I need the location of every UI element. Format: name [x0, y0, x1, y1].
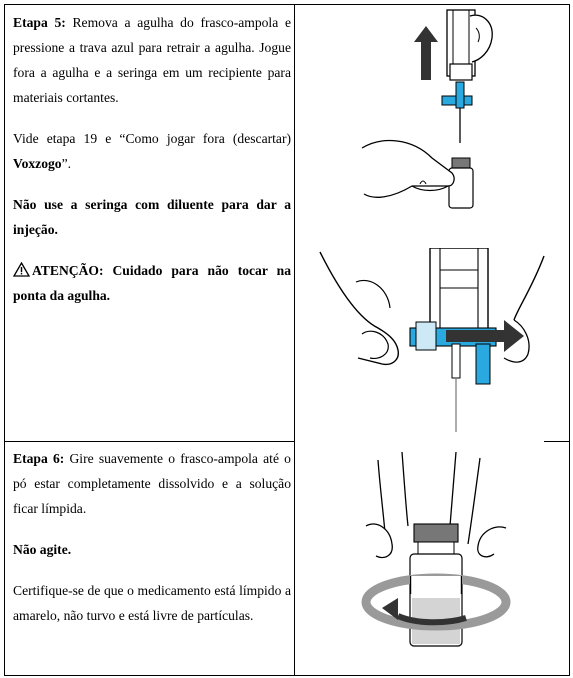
step6-label: Etapa 6:: [13, 451, 65, 466]
table-row-divider-right: [544, 441, 570, 442]
table-border-left: [4, 4, 5, 676]
swirl-vial-illustration: [356, 448, 516, 670]
up-arrow-icon: [414, 26, 438, 80]
warning-triangle-icon: [13, 262, 30, 277]
step6-text: [13, 446, 291, 628]
step5-instruction: Etapa 5: Remova a agulha do frasco-ampola e pressione a trava azul para retrair a agulha. Jogue fora a agulha e a seringa em um recipiente para materiais cortantes.: [13, 15, 291, 105]
table-border-right: [569, 4, 570, 676]
remove-needle-illustration: [352, 8, 502, 213]
step5-see-reference: Vide etapa 19 e “Como jogar fora (descartar) Voxzogo”.: [13, 131, 291, 171]
step5-attention: ATENÇÃO: Cuidado para não tocar na ponta da agulha.: [13, 263, 291, 303]
step6-check: Certifique-se de que o medicamento está límpido a amarelo, não turvo e está livre de partículas.: [13, 583, 291, 623]
table-row-divider-left: [4, 441, 295, 442]
press-blue-lock-illustration: [318, 248, 546, 434]
step6-no-shake: Não agite.: [13, 542, 72, 557]
step5-text: [13, 10, 291, 308]
step5-syringe-warning: Não use a seringa com diluente para dar a injeção.: [13, 197, 291, 237]
step5-label: Etapa 5:: [13, 15, 66, 30]
step6-instruction: Etapa 6: Gire suavemente o frasco-ampola até o pó estar completamente dissolvido e a solução ficar límpida.: [13, 451, 291, 516]
table-border-middle: [294, 4, 295, 676]
table-border-top: [4, 4, 570, 5]
table-border-bottom: [4, 675, 570, 676]
